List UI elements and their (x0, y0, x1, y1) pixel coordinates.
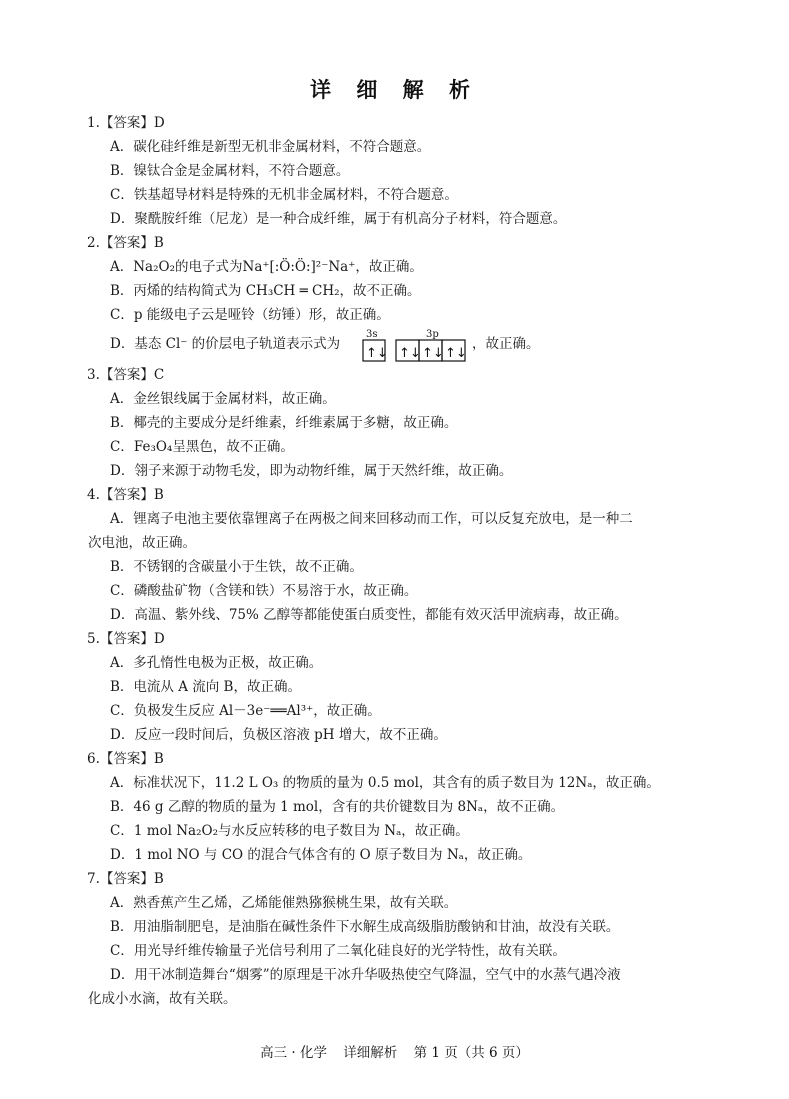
orbital-diagram (362, 327, 468, 363)
q6-option-d: D．1 mol NO 与 CO 的混合气体含有的 O 原子数目为 Nₐ，故正确。 (110, 847, 532, 863)
q7-option-c: C．用光导纤维传输量子光信号利用了二氧化硅良好的光学特性，故有关联。 (110, 943, 566, 959)
orbital-3p-arrows-1: ↑↓ (399, 346, 421, 361)
footer-page-number: 第 1 页（共 6 页） (413, 1045, 529, 1061)
q4-option-c: C．磷酸盐矿物（含镁和铁）不易溶于水，故正确。 (110, 583, 418, 599)
q5-option-a: A．多孔惰性电极为正极，故正确。 (110, 655, 323, 671)
q6-answer-head: 6.【答案】B (87, 751, 164, 767)
orbital-3p-label: 3p (426, 329, 439, 340)
footer-subject: 高三 · 化学 (260, 1045, 327, 1061)
orbital-3p-arrows-2: ↑↓ (422, 346, 444, 361)
answer-content (0, 111, 789, 1011)
orbital-3s-arrows: ↑↓ (366, 346, 388, 361)
q5-option-d: D．反应一段时间后，负极区溶液 pH 增大，故不正确。 (110, 727, 447, 743)
q2-option-d-tail: ，故正确。 (472, 336, 540, 352)
q6-option-c: C．1 mol Na₂O₂与水反应转移的电子数目为 Nₐ，故正确。 (110, 823, 469, 839)
q1-option-c: C．铁基超导材料是特殊的无机非金属材料，不符合题意。 (110, 187, 458, 203)
q3-option-a: A．金丝银线属于金属材料，故正确。 (110, 391, 336, 407)
orbital-3s-label: 3s (366, 329, 378, 340)
q2-option-d (0, 327, 789, 363)
page-footer (0, 1041, 789, 1061)
q5-answer-head: 5.【答案】D (87, 631, 165, 647)
q4-option-b: B．不锈钢的含碳量小于生铁，故不正确。 (110, 559, 363, 575)
q7-option-a: A．熟香蕉产生乙烯，乙烯能催熟猕猴桃生果，故有关联。 (110, 895, 458, 911)
q6-option-a: A．标准状况下，11.2 L O₃ 的物质的量为 0.5 mol，其含有的质子数目为 12Nₐ，故正确。 (110, 775, 660, 791)
q4-option-a: A．锂离子电池主要依靠锂离子在两极之间来回移动而工作，可以反复充放电，是一种二 (110, 511, 633, 527)
q5-option-c: C．负极发生反应 Al－3e⁻══Al³⁺，故正确。 (110, 703, 381, 719)
q7-answer-head: 7.【答案】B (87, 871, 164, 887)
q2-option-d-text: D．基态 Cl⁻ 的价层电子轨道表示式为 (110, 336, 341, 352)
q4-option-d: D．高温、紫外线、75% 乙醇等都能使蛋白质变性，都能有效灭活甲流病毒，故正确。 (110, 607, 628, 623)
q2-option-c: C．p 能级电子云是哑铃（纺锤）形，故正确。 (110, 307, 390, 323)
orbital-3p-arrows-3: ↑↓ (445, 346, 467, 361)
q7-option-d-cont: 化成小水滴，故有关联。 (88, 991, 237, 1007)
q2-option-a: A．Na₂O₂的电子式为Na⁺[:Ö:Ö:]²⁻Na⁺，故正确。 (110, 259, 423, 275)
q3-option-c: C．Fe₃O₄呈黑色，故不正确。 (110, 439, 294, 455)
q5-option-b: B．电流从 A 流向 B，故正确。 (110, 679, 301, 695)
q1-option-d: D．聚酰胺纤维（尼龙）是一种合成纤维，属于有机高分子材料，符合题意。 (110, 211, 567, 227)
q2-option-b: B．丙烯的结构简式为 CH₃CH ═ CH₂，故不正确。 (110, 283, 421, 299)
q7-option-d: D．用干冰制造舞台“烟雾”的原理是干冰升华吸热使空气降温，空气中的水蒸气遇冷液 (110, 967, 621, 983)
q1-answer-head: 1.【答案】D (87, 115, 165, 131)
q1-option-b: B．镍钛合金是金属材料，不符合题意。 (110, 163, 350, 179)
footer-doc-name: 详细解析 (343, 1045, 398, 1061)
page-title: 详 细 解 析 (310, 78, 479, 102)
q1-option-a: A．碳化硅纤维是新型无机非金属材料，不符合题意。 (110, 139, 431, 155)
q6-option-b: B．46 g 乙醇的物质的量为 1 mol，含有的共价键数目为 8Nₐ，故不正确。 (110, 799, 565, 815)
q2-answer-head: 2.【答案】B (87, 235, 164, 251)
q7-option-b: B．用油脂制肥皂，是油脂在碱性条件下水解生成高级脂肪酸钠和甘油，故没有关联。 (110, 919, 620, 935)
q4-option-a-cont: 次电池，故正确。 (88, 535, 196, 551)
q4-answer-head: 4.【答案】B (87, 487, 164, 503)
q3-answer-head: 3.【答案】C (87, 367, 165, 383)
q3-option-b: B．椰壳的主要成分是纤维素，纤维素属于多糖，故正确。 (110, 415, 458, 431)
q3-option-d: D．翎子来源于动物毛发，即为动物纤维，属于天然纤维，故正确。 (110, 463, 513, 479)
